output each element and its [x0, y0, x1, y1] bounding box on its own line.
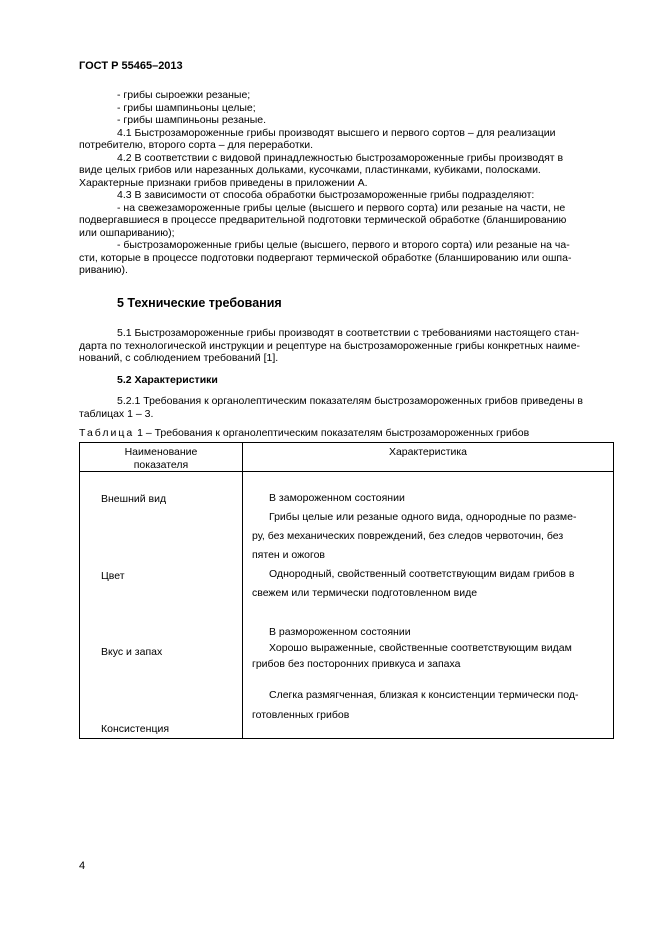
clause-4-1-line: 4.1 Быстрозамороженные грибы производят высшего и первого сортов – для реализации: [117, 126, 556, 139]
table-header-characteristic: Характеристика: [388, 446, 468, 458]
clause-4-2-line: Характерные признаки грибов приведены в приложении А.: [79, 176, 368, 189]
clause-4-3-line: риванию).: [79, 264, 128, 276]
frozen-state-label: В замороженном состоянии: [269, 492, 405, 504]
document-header: ГОСТ Р 55465–2013: [79, 60, 183, 72]
clause-5-2-1: [79, 395, 614, 420]
clause-4-3-line: 4.3 В зависимости от способа обработки быстрозамороженные грибы подразделяют:: [117, 189, 535, 201]
list-item: - грибы шампиньоны резаные.: [117, 114, 267, 126]
cell-taste: В размороженном состоянии Хорошо выраженные, свойственные соответствующим видам грибов без посторонних привкуса и запаха: [252, 624, 608, 672]
subsection-5-2-title: 5.2 Характеристики: [117, 374, 218, 386]
thawed-state-label: В размороженном состоянии: [269, 626, 411, 638]
row-label-color: Цвет: [101, 570, 125, 582]
intro-list: [79, 89, 614, 277]
table-caption: [79, 427, 529, 439]
row-label-taste: Вкус и запах: [101, 646, 163, 658]
clause-4-1-line: потребителю, второго сорта – для переработки.: [79, 139, 314, 151]
table-caption-word: Таблица: [79, 427, 135, 439]
clause-5-1-line: нований, с соблюдением требований [1].: [79, 352, 279, 364]
table-header-indicator: Наименование показателя: [124, 446, 198, 471]
section-5-title: 5 Технические требования: [117, 296, 282, 310]
cell-color: Однородный, свойственный соответствующим видам грибов в свежем или термически подготовленном виде: [252, 568, 575, 599]
clause-4-3-line: сти, которые в процессе подготовки подвергают термической обработке (бланшированию или ошпа-: [79, 251, 572, 264]
clause-5-2-1-line: таблицах 1 – 3.: [79, 407, 154, 420]
clause-5-1: [79, 327, 614, 365]
row-label-consistency: Консистенция: [101, 723, 170, 735]
clause-5-2-1-line: 5.2.1 Требования к органолептическим показателям быстрозамороженных грибов приведены в: [117, 395, 583, 407]
table-caption-text: 1 – Требования к органолептическим показателям быстрозамороженных грибов: [134, 427, 530, 439]
row-label-appearance: Внешний вид: [101, 493, 167, 505]
clause-5-1-line: 5.1 Быстрозамороженные грибы производят в соответствии с требованиями настоящего стан-: [117, 327, 580, 339]
organoleptic-table: [79, 442, 614, 739]
page-number: 4: [79, 860, 86, 872]
cell-consistency: Слегка размягченная, близкая к консистенции термически под- готовленных грибов: [252, 689, 579, 721]
table-header-divider: [80, 471, 613, 472]
clause-4-3-line: - на свежезамороженные грибы целые (высшего и первого сорта) или резаные на части, не: [117, 201, 566, 214]
cell-appearance: В замороженном состоянии Грибы целые или резаные одного вида, однородные по разме- ру, без механических повреждений, без следов червоточин, без пятен и ожогов: [252, 489, 608, 565]
table-column-divider: [242, 443, 243, 738]
clause-5-1-line: дарта по технологической инструкции и рецептуре на быстрозамороженные грибы конкретных наиме-: [79, 339, 581, 352]
list-item: - грибы сыроежки резаные;: [117, 89, 251, 101]
clause-4-2-line: 4.2 В соответствии с видовой принадлежностью быстрозамороженные грибы производят в: [117, 151, 564, 164]
clause-4-3-line: - быстрозамороженные грибы целые (высшего, первого и второго сорта) или резаные на ча-: [117, 239, 570, 251]
list-item: - грибы шампиньоны целые;: [117, 101, 256, 114]
clause-4-2-line: виде целых грибов или нарезанных дольками, кусочками, пластинками, кубиками, полосками.: [79, 164, 541, 176]
clause-4-3-line: или ошпариванию);: [79, 226, 175, 239]
clause-4-3-line: подвергавшиеся в процессе предварительной подготовки термической обработке (бланшированию: [79, 214, 567, 226]
